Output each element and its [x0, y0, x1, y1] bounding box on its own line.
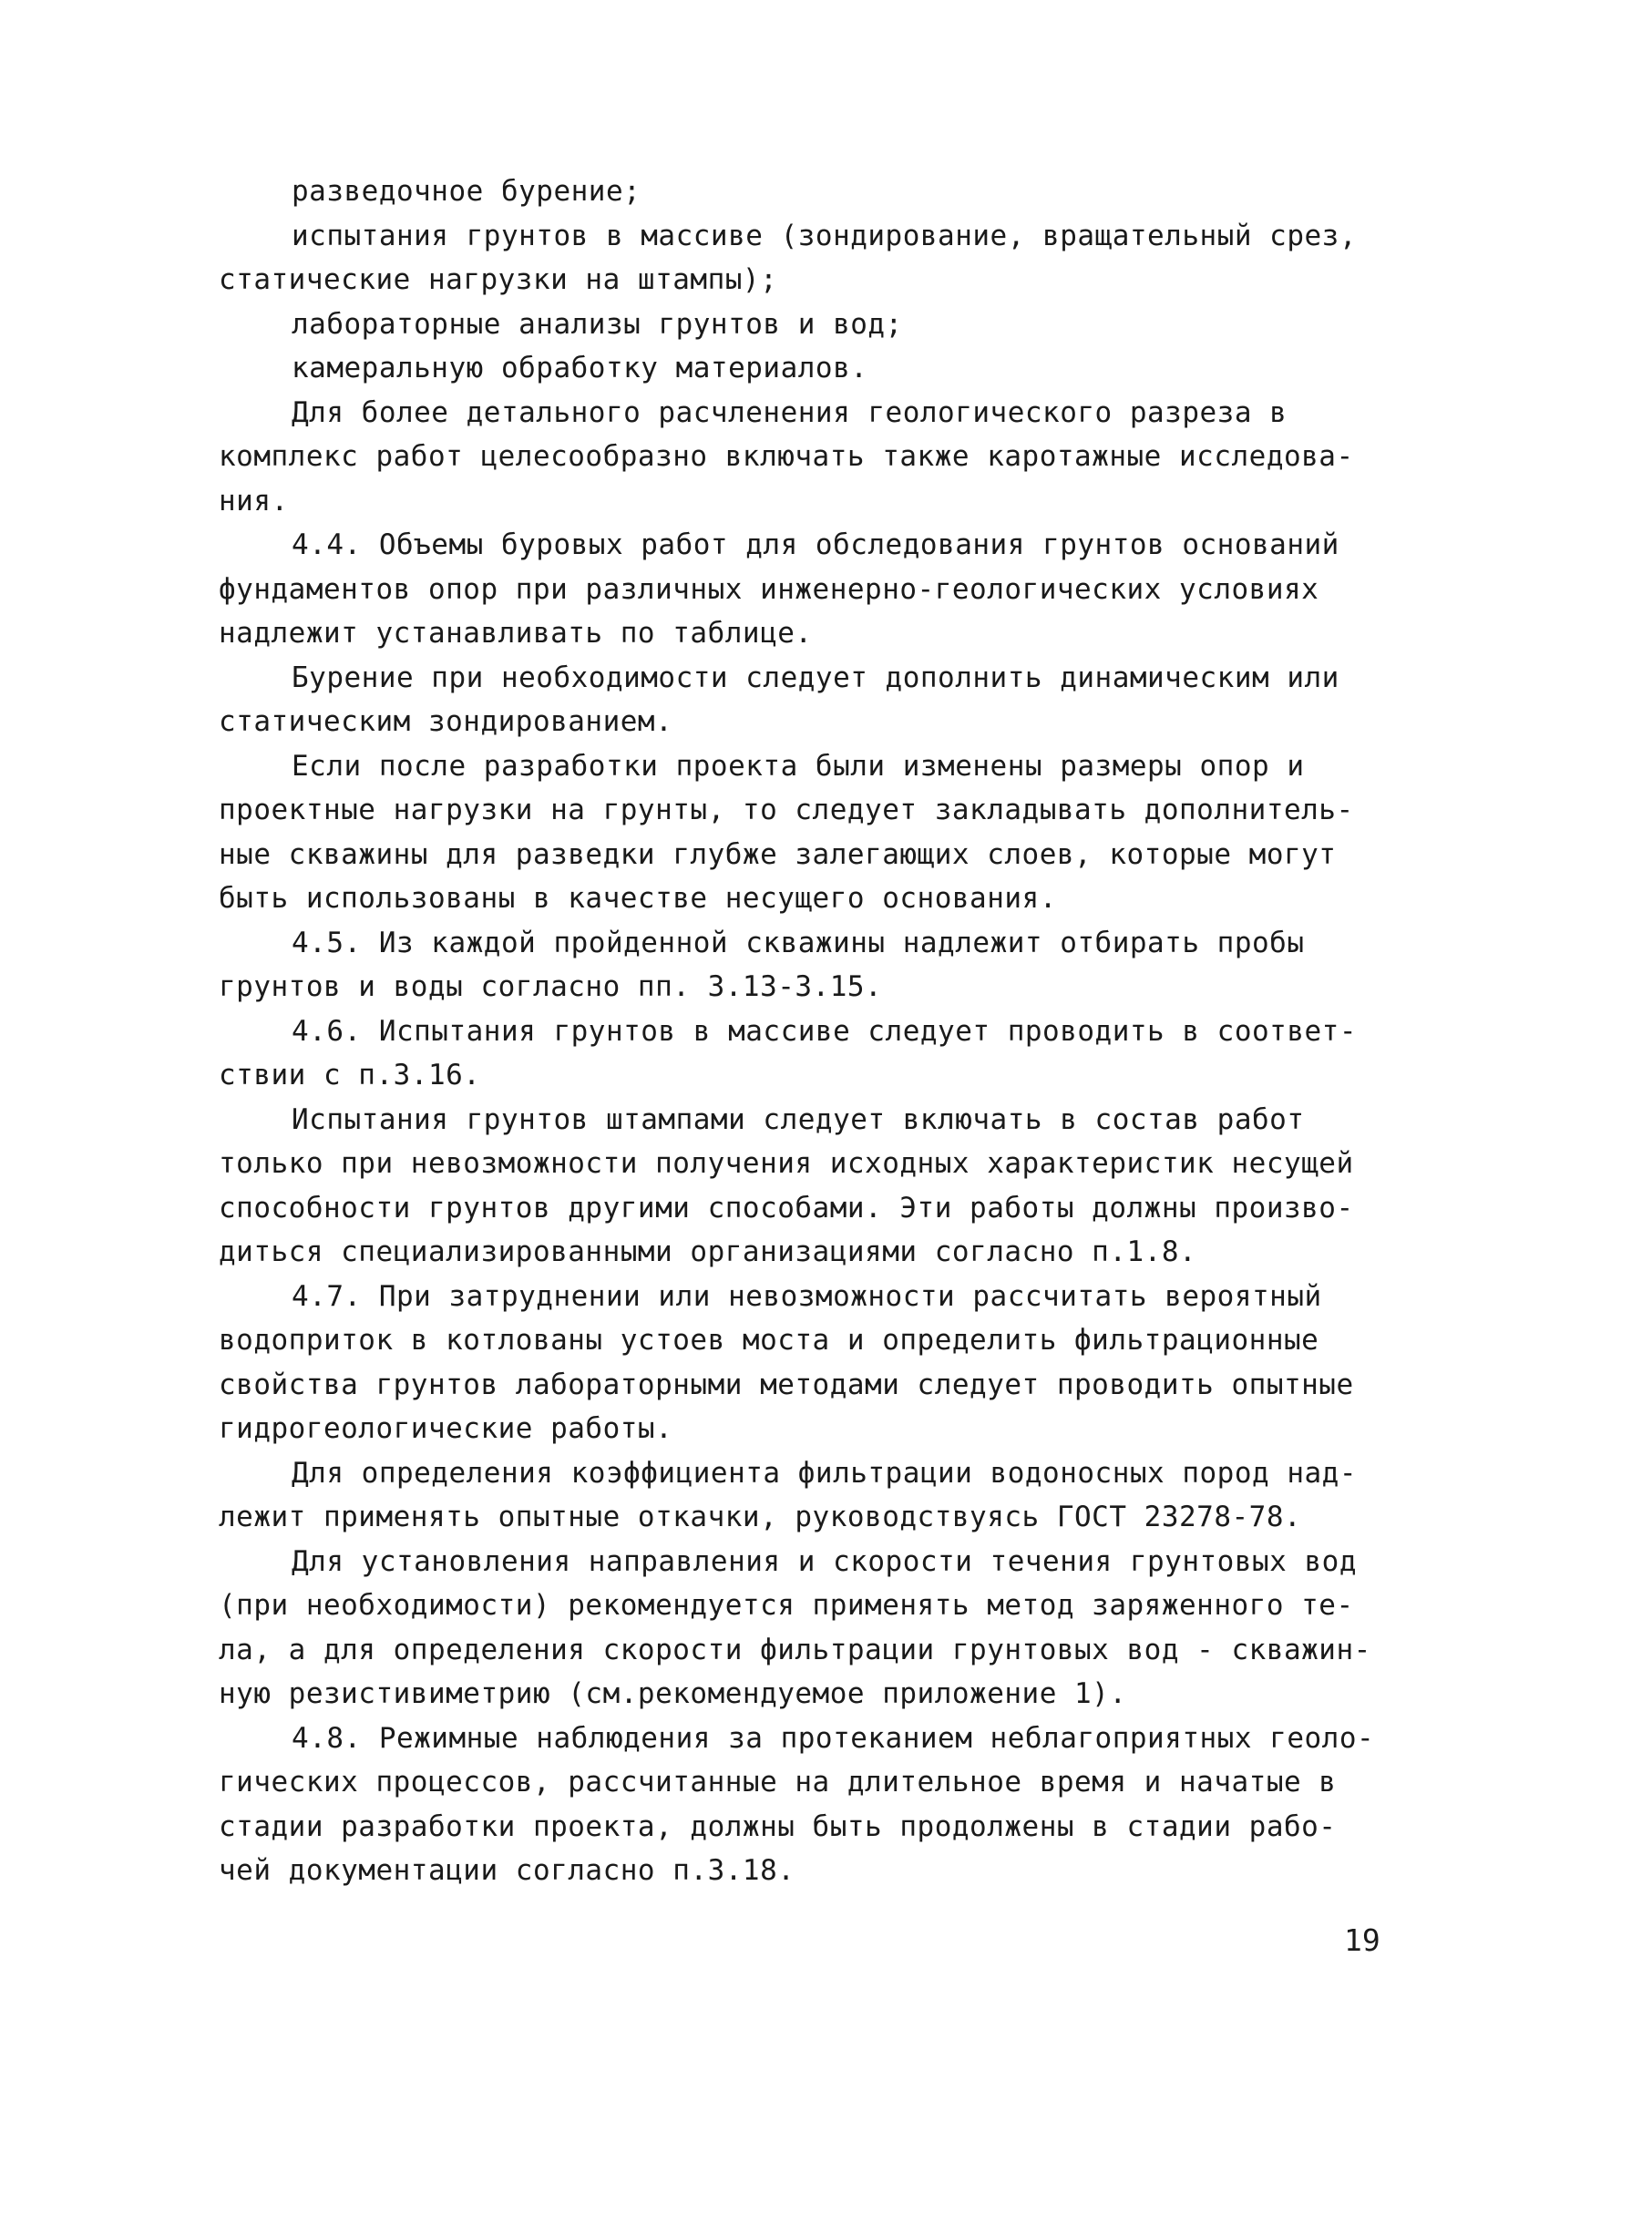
- text-line: ную резистивиметрию (см.рекомендуемое приложение 1).: [219, 1677, 1127, 1710]
- text-line: статическим зондированием.: [219, 705, 673, 738]
- text-line: проектные нагрузки на грунты, то следует закладывать дополнитель-: [219, 794, 1354, 826]
- page-number: 19: [1344, 1922, 1380, 1958]
- text-line: только при невозможности получения исходных характеристик несущей: [219, 1147, 1354, 1180]
- text-line: Испытания грунтов штампами следует включать в состав работ: [292, 1102, 1305, 1136]
- text-line: водоприток в котлованы устоев моста и определить фильтрационные: [219, 1324, 1319, 1357]
- text-line: испытания грунтов в массиве (зондирование, вращательный срез,: [292, 219, 1357, 252]
- text-line: 4.6. Испытания грунтов в массиве следует проводить в соответ-: [292, 1014, 1357, 1048]
- text-line: ные скважины для разведки глубже залегающих слоев, которые могут: [219, 837, 1337, 871]
- text-line: фундаментов опор при различных инженерно-геологических условиях: [219, 572, 1319, 606]
- text-line: способности грунтов другими способами. Эти работы должны произво-: [219, 1191, 1354, 1225]
- text-line: надлежит устанавливать по таблице.: [219, 617, 813, 650]
- text-line: быть использованы в качестве несущего основания.: [219, 882, 1057, 915]
- text-line: Если после разработки проекта были изменены размеры опор и: [292, 749, 1305, 783]
- text-line: стадии разработки проекта, должны быть продолжены в стадии рабо-: [219, 1809, 1337, 1843]
- text-line: (при необходимости) рекомендуется применять метод заряженного те-: [219, 1589, 1354, 1622]
- text-line: ния.: [219, 484, 289, 518]
- text-line: ла, а для определения скорости фильтрации грунтовых вод - скважин-: [219, 1633, 1371, 1666]
- text-line: Бурение при необходимости следует дополнить динамическим или: [292, 661, 1339, 694]
- text-line: 4.5. Из каждой пройденной скважины надлежит отбирать пробы: [292, 926, 1305, 959]
- text-line: свойства грунтов лабораторными методами следует проводить опытные: [219, 1368, 1354, 1401]
- text-line: грунтов и воды согласно пп. 3.13-3.15.: [219, 970, 883, 1003]
- text-line: Для установления направления и скорости течения грунтовых вод: [292, 1544, 1357, 1578]
- text-line: 4.7. При затруднении или невозможности рассчитать вероятный: [292, 1279, 1322, 1313]
- text-line: гических процессов, рассчитанные на длительное время и начатые в: [219, 1766, 1337, 1799]
- text-line: ствии с п.3.16.: [219, 1059, 481, 1092]
- text-line: диться специализированными организациями согласно п.1.8.: [219, 1235, 1197, 1268]
- body-text: [219, 169, 1412, 1893]
- text-line: Для более детального расчленения геологического разреза в: [292, 395, 1288, 429]
- text-line: лабораторные анализы грунтов и вод;: [292, 307, 903, 341]
- text-line: камеральную обработку материалов.: [292, 352, 868, 384]
- text-line: статические нагрузки на штампы);: [219, 263, 778, 296]
- text-line: 4.8. Режимные наблюдения за протеканием неблагоприятных геоло-: [292, 1721, 1375, 1755]
- text-line: чей документации согласно п.3.18.: [219, 1854, 795, 1887]
- text-line: 4.4. Объемы буровых работ для обследования грунтов оснований: [292, 528, 1339, 561]
- text-line: комплекс работ целесообразно включать также каротажные исследова-: [219, 440, 1354, 473]
- text-line: Для определения коэффициента фильтрации водоносных пород над-: [292, 1456, 1357, 1490]
- text-line: лежит применять опытные откачки, руководствуясь ГОСТ 23278-78.: [219, 1501, 1302, 1533]
- text-line: гидрогеологические работы.: [219, 1412, 673, 1445]
- text-line: разведочное бурение;: [292, 175, 641, 208]
